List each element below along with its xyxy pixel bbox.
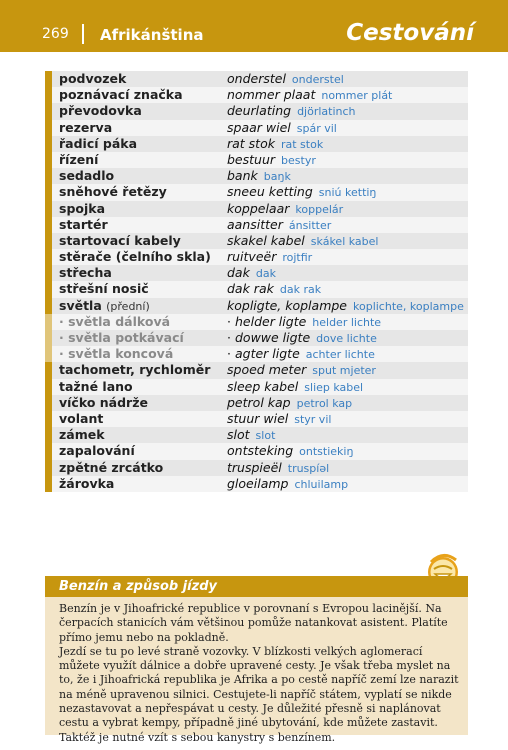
afrikaans-term — [227, 427, 275, 444]
czech-term-text: převodovka — [59, 103, 142, 119]
afrikaans-term — [227, 298, 464, 315]
afrikaans-term — [227, 136, 323, 153]
pronunciation: sniú kettiŋ — [318, 186, 377, 200]
czech-term — [59, 201, 105, 217]
czech-term-text: světla koncová — [68, 346, 174, 362]
tip-box-header — [45, 576, 468, 597]
pronunciation: truspíəl — [287, 461, 330, 475]
czech-term — [59, 443, 135, 459]
afrikaans-term — [227, 346, 375, 363]
vocab-row — [45, 265, 468, 281]
czech-term — [59, 427, 105, 443]
czech-term — [59, 362, 210, 378]
vocab-row — [45, 379, 468, 395]
pronunciation: dove lichte — [316, 332, 377, 345]
pronunciation: slot — [255, 429, 276, 443]
page-header — [0, 0, 508, 52]
vocab-row — [45, 120, 468, 136]
czech-term-text: startér — [59, 216, 108, 232]
vocab-row — [45, 201, 468, 217]
afrikaans-term — [227, 233, 378, 250]
vocab-row — [45, 71, 468, 87]
pronunciation: petrol kap — [296, 396, 353, 410]
pronunciation: helder lichte — [312, 315, 382, 329]
afrikaans-term — [227, 476, 348, 493]
afrikaans-word: truspieël — [227, 459, 282, 475]
czech-term — [59, 346, 173, 362]
afrikaans-word: ontsteking — [227, 443, 294, 459]
czech-term-text: zapalování — [59, 443, 135, 459]
vocab-row — [45, 184, 468, 200]
vocab-row — [45, 476, 468, 492]
afrikaans-word: agter ligte — [234, 346, 300, 362]
czech-term — [59, 168, 114, 184]
afrikaans-term — [227, 281, 321, 298]
czech-term-text: řadicí páka — [59, 135, 138, 151]
czech-term — [59, 314, 170, 330]
pronunciation: ontstiekiŋ — [299, 445, 354, 459]
czech-term-text: víčko nádrže — [59, 394, 148, 410]
afrikaans-term — [227, 395, 352, 412]
pronunciation: nommer plát — [321, 89, 393, 103]
pronunciation: koplichte, koplampe — [353, 299, 464, 313]
sub-entry-bullet: · — [59, 330, 64, 345]
pronunciation: rojtfir — [282, 251, 313, 265]
page-number: 269 — [42, 26, 69, 42]
afrikaans-word: bestuur — [227, 151, 276, 167]
tip-box-title: Benzín a způsob jízdy — [59, 579, 217, 594]
afrikaans-word: onderstel — [227, 71, 286, 86]
afrikaans-word: sleep kabel — [227, 378, 299, 394]
vocab-row — [45, 346, 468, 362]
sub-entry-bullet: · — [59, 346, 64, 362]
czech-term-text: řízení — [59, 151, 99, 167]
czech-term-text: spojka — [59, 200, 106, 216]
afrikaans-term — [227, 120, 337, 137]
afrikaans-word: dak rak — [227, 281, 274, 297]
afrikaans-word: koppelaar — [227, 200, 290, 216]
afrikaans-term — [227, 362, 376, 379]
czech-term-text: světla potkávací — [68, 330, 184, 345]
afrikaans-term — [227, 201, 343, 218]
afrikaans-word: kopligte, koplampe — [227, 297, 347, 313]
czech-term — [59, 103, 142, 119]
pronunciation: chluilamp — [294, 477, 349, 491]
czech-term — [59, 120, 112, 136]
czech-term — [59, 184, 167, 200]
pronunciation: djörlatinch — [297, 105, 356, 119]
afrikaans-term — [227, 411, 331, 428]
vocab-row — [45, 314, 468, 330]
czech-term — [59, 395, 148, 411]
afrikaans-term — [227, 460, 329, 477]
vocab-row — [45, 460, 468, 476]
afrikaans-term — [227, 103, 356, 120]
czech-term — [59, 379, 133, 395]
section-title: Cestování — [346, 20, 474, 46]
afrikaans-word: gloeilamp — [227, 475, 289, 491]
vocab-row — [45, 168, 468, 184]
pronunciation: rat stok — [280, 137, 324, 151]
vocab-row — [45, 330, 468, 346]
czech-term-text: sedadlo — [59, 168, 115, 184]
vocab-row — [45, 395, 468, 411]
czech-term-note: (přední) — [106, 299, 150, 313]
afrikaans-term — [227, 265, 276, 282]
vocab-row — [45, 136, 468, 152]
afrikaans-term — [227, 249, 312, 266]
tip-box-body — [45, 597, 468, 744]
afrikaans-word: deurlating — [227, 103, 292, 119]
pronunciation: koppelár — [295, 202, 344, 216]
pronunciation: ánsitter — [288, 218, 332, 232]
afrikaans-term — [227, 152, 316, 169]
czech-term-text: sněhové řetězy — [59, 184, 167, 200]
pronunciation: styr vil — [294, 412, 332, 426]
pronunciation: skákel kabel — [310, 234, 379, 248]
czech-term — [59, 298, 150, 315]
czech-term-text: zpětné zrcátko — [59, 459, 164, 475]
vocab-row — [45, 411, 468, 427]
czech-term-text: tachometr, rychloměr — [59, 362, 211, 378]
czech-term — [59, 136, 137, 152]
vocab-row — [45, 281, 468, 297]
pronunciation: dak — [255, 267, 276, 281]
vocab-row — [45, 298, 468, 314]
czech-term-text: stěrače (čelního skla) — [59, 249, 211, 265]
afrikaans-term — [227, 184, 376, 201]
czech-term-text: startovací kabely — [59, 232, 181, 248]
sub-entry-bullet: · — [227, 346, 231, 362]
czech-term-text: poznávací značka — [59, 87, 183, 103]
pronunciation: sliep kabel — [304, 380, 364, 394]
vocab-row — [45, 87, 468, 103]
czech-term — [59, 71, 126, 87]
pronunciation: achter lichte — [305, 348, 375, 362]
czech-term — [59, 233, 181, 249]
afrikaans-word: dowwe ligte — [234, 330, 311, 345]
czech-term-text: tažné lano — [59, 378, 133, 394]
czech-term — [59, 476, 114, 492]
vocab-row — [45, 249, 468, 265]
czech-term-text: volant — [59, 410, 104, 426]
sub-entry-bullet: · — [227, 330, 231, 345]
afrikaans-word: sneeu ketting — [227, 184, 313, 200]
vocab-row — [45, 103, 468, 119]
afrikaans-term — [227, 379, 363, 396]
vocab-row — [45, 217, 468, 233]
czech-term — [59, 265, 112, 281]
afrikaans-term — [227, 168, 291, 185]
czech-term — [59, 411, 103, 427]
afrikaans-word: nommer plaat — [227, 87, 316, 103]
afrikaans-word: petrol kap — [227, 394, 291, 410]
afrikaans-word: aansitter — [227, 216, 283, 232]
czech-term-text: světla dálková — [68, 313, 171, 329]
czech-term — [59, 217, 108, 233]
tip-paragraph: Benzín je v Jihoafrické republice v porovnaní s Evropou lacinější. Na čerpacích stanicích vám většinou pomůže natankovat asistent. Platíte přímo jemu nebo na pokladně. — [59, 602, 448, 644]
afrikaans-word: skakel kabel — [227, 232, 305, 248]
czech-term-text: zámek — [59, 427, 105, 443]
afrikaans-word: bank — [227, 168, 258, 184]
afrikaans-word: stuur wiel — [227, 410, 289, 426]
afrikaans-word: rat stok — [227, 135, 275, 151]
pronunciation: bestyr — [281, 153, 316, 167]
afrikaans-word: ruitveër — [227, 249, 277, 265]
sub-entry-bullet: · — [59, 313, 64, 329]
vocab-row — [45, 152, 468, 168]
vocab-row — [45, 233, 468, 249]
afrikaans-term — [227, 71, 344, 88]
tip-paragraph: Jezdí se tu po levé straně vozovky. V blízkosti velkých aglomerací můžete využít dálnice a dobře upravené cesty. Je však třeba myslet na to, že i Jihoafrická republika je Afrika a po cestě napříč zemí lze narazit na méně upravenou silnici. Cestujete-li napříč státem, vyplatí se nikde nezastavovat a nepřespávat u cesty. Je důležité přesně si naplánovat cestu a vybrat kempy, případně jiné ubytování, kde můžete zastavit. Taktéž je nutné vzít s sebou kanystry s benzínem. — [59, 644, 459, 744]
czech-term — [59, 330, 184, 346]
afrikaans-word: spaar wiel — [227, 119, 291, 135]
czech-term-text: světla — [59, 297, 102, 313]
afrikaans-term — [227, 87, 392, 104]
afrikaans-word: slot — [227, 427, 250, 443]
czech-term-text: žárovka — [59, 475, 115, 491]
pronunciation: sput mjeter — [312, 364, 376, 378]
afrikaans-word: dak — [227, 265, 250, 281]
pronunciation: dak rak — [279, 283, 322, 297]
czech-term — [59, 87, 183, 103]
afrikaans-term — [227, 330, 377, 347]
czech-term-text: podvozek — [59, 71, 127, 86]
header-divider — [82, 24, 84, 44]
vocabulary-table — [45, 71, 468, 492]
vocab-row — [45, 362, 468, 378]
czech-term — [59, 152, 98, 168]
afrikaans-word: helder ligte — [234, 313, 307, 329]
afrikaans-term — [227, 314, 381, 331]
pronunciation: spár vil — [296, 121, 337, 135]
afrikaans-term — [227, 217, 331, 234]
czech-term — [59, 281, 149, 297]
afrikaans-term — [227, 443, 353, 460]
czech-term-text: střecha — [59, 265, 112, 281]
pronunciation: baŋk — [263, 170, 291, 184]
sub-entry-bullet: · — [227, 313, 231, 329]
afrikaans-word: spoed meter — [227, 362, 307, 378]
czech-term-text: rezerva — [59, 119, 113, 135]
czech-term — [59, 249, 211, 265]
czech-term-text: střešní nosič — [59, 281, 149, 297]
vocab-row — [45, 427, 468, 443]
language-name: Afrikánština — [100, 26, 204, 44]
czech-term — [59, 460, 163, 476]
pronunciation: onderstel — [291, 73, 344, 86]
vocab-row — [45, 443, 468, 459]
